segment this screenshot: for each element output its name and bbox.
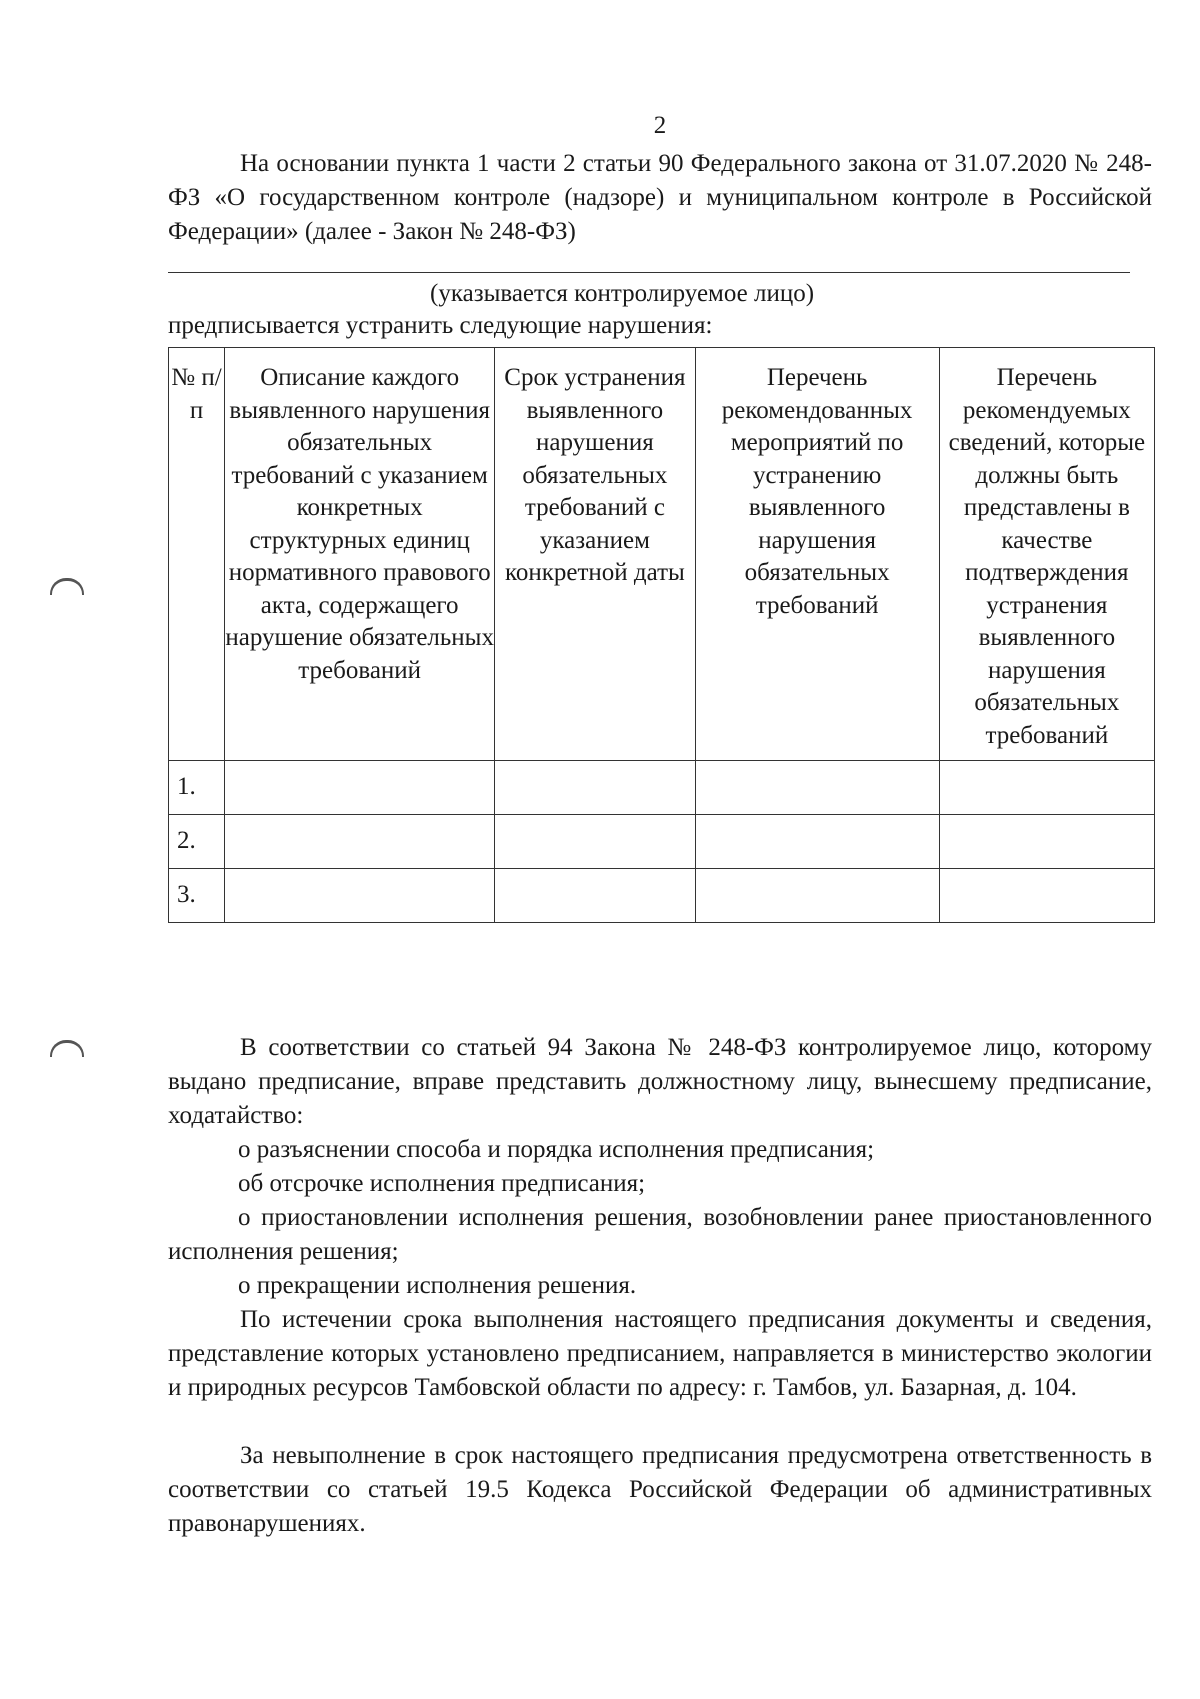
petition-item-deferral: об отсрочке исполнения предписания; [238, 1170, 646, 1197]
header-recommended-measures: Перечень рекомендованных мероприятий по устранению выявленного нарушения обязательных требований [695, 348, 939, 761]
header-violation-description: Описание каждого выявленного нарушения обязательных требований с указанием конкретных структурных единиц нормативного правового акта, содержащего нарушение обязательных требований [225, 348, 495, 761]
violations-lead-text: предписывается устранить следующие нарушения: [168, 312, 713, 339]
intro-paragraph: На основании пункта 1 части 2 статьи 90 Федерального закона от 31.07.2020 № 248-ФЗ «О государственном контроле (надзоре) и муниципальном контроле в Российской Федерации» (далее - Закон № 248-ФЗ) [168, 150, 1152, 245]
documents-submission-paragraph: По истечении срока выполнения настоящего предписания документы и сведения, представление которых установлено предписанием, направляется в министерство экологии и природных ресурсов Тамбовской области по адресу: г. Тамбов, ул. Базарная, д. 104. [168, 1306, 1152, 1401]
table-cell [225, 761, 495, 815]
petition-item-termination: о прекращении исполнения решения. [238, 1272, 637, 1299]
controlled-person-caption: (указывается контролируемое лицо) [430, 280, 815, 307]
table-cell [225, 815, 495, 869]
table-cell [495, 815, 695, 869]
table-cell [695, 761, 939, 815]
table-cell [939, 869, 1154, 923]
table-row [169, 815, 1155, 869]
scan-hole-mark [50, 1040, 84, 1057]
table-cell [495, 869, 695, 923]
table-row [169, 761, 1155, 815]
table-cell [225, 869, 495, 923]
petition-item-suspension: о приостановлении исполнения решения, возобновлении ранее приостановленного исполнения решения; [168, 1204, 1152, 1265]
table-cell [939, 815, 1154, 869]
table-cell [495, 761, 695, 815]
table-cell [939, 761, 1154, 815]
table-cell-number: 2. [169, 815, 225, 869]
petition-rights-paragraph: В соответствии со статьей 94 Закона № 248-ФЗ контролируемое лицо, которому выдано предписание, вправе представить должностному лицу, вынесшему предписание, ходатайство: [168, 1034, 1152, 1129]
page-number: 2 [653, 112, 667, 139]
petition-item-clarification: о разъяснении способа и порядка исполнения предписания; [238, 1136, 875, 1163]
header-recommended-information: Перечень рекомендуемых сведений, которые должны быть представлены в качестве подтверждения устранения выявленного нарушения обязательных требований [939, 348, 1154, 761]
scan-hole-mark [50, 578, 84, 595]
table-cell [695, 869, 939, 923]
table-row [169, 869, 1155, 923]
header-elimination-term: Срок устранения выявленного нарушения обязательных требований с указанием конкретной даты [495, 348, 695, 761]
violations-table [168, 347, 1155, 923]
table-cell-number: 1. [169, 761, 225, 815]
table-header-row [169, 348, 1155, 761]
liability-paragraph: За невыполнение в срок настоящего предписания предусмотрена ответственность в соответствии со статьей 19.5 Кодекса Российской Федерации об административных правонарушениях. [168, 1442, 1152, 1537]
controlled-person-fill-line [168, 272, 1130, 273]
table-cell-number: 3. [169, 869, 225, 923]
table-cell [695, 815, 939, 869]
header-number: № п/п [169, 348, 225, 761]
